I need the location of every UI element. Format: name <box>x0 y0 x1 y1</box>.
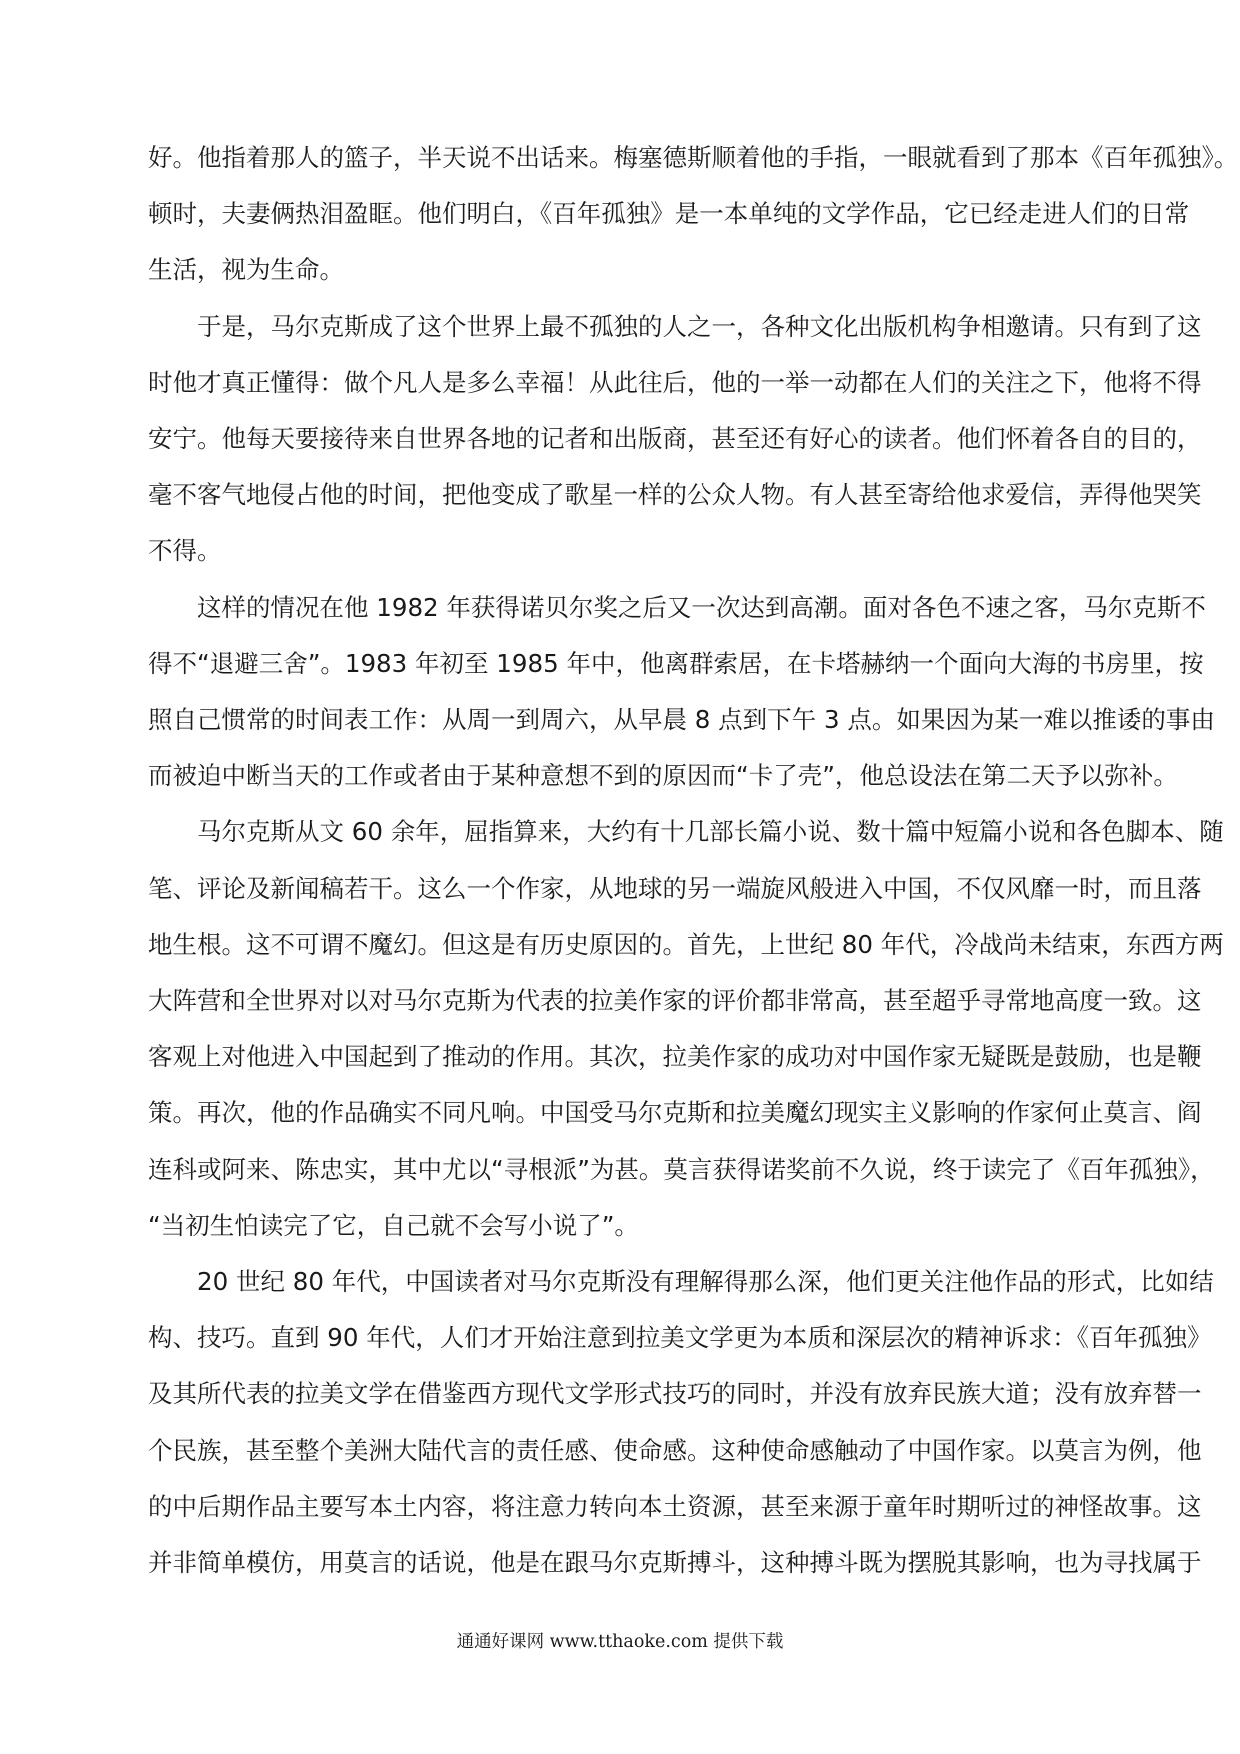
text-line: 策。再次，他的作品确实不同凡响。中国受马尔克斯和拉美魔幻现实主义影响的作家何止莫言、阎 <box>148 1098 1202 1128</box>
body-text <box>148 130 1239 1591</box>
text-line: 生活，视为生命。 <box>148 255 344 285</box>
text-line: 得不“退避三舍”。1983 年初至 1985 年中，他离群索居，在卡塔赫纳一个面向大海的书房里，按 <box>148 648 1204 678</box>
text-line: 及其所代表的拉美文学在借鉴西方现代文学形式技巧的同时，并没有放弃民族大道；没有放弃替一 <box>148 1379 1202 1409</box>
text-line: 安宁。他每天要接待来自世界各地的记者和出版商，甚至还有好心的读者。他们怀着各自的目的， <box>148 424 1202 454</box>
text-line: 好。他指着那人的篮子，半天说不出话来。梅塞德斯顺着他的手指，一眼就看到了那本《百年孤独》。 <box>148 143 1239 172</box>
text-line: 笔、评论及新闻稿若干。这么一个作家，从地球的另一端旋风般进入中国，不仅风靡一时，而且落 <box>148 873 1202 903</box>
text-line: 这样的情况在他 1982 年获得诺贝尔奖之后又一次达到高潮。面对各色不速之客，马尔克斯不 <box>197 592 1206 622</box>
text-line: 并非简单模仿，用莫言的话说，他是在跟马尔克斯搏斗，这种搏斗既为摆脱其影响，也为寻找属于 <box>148 1548 1202 1578</box>
text-line: 个民族，甚至整个美洲大陆代言的责任感、使命感。这种使命感触动了中国作家。以莫言为例，他 <box>148 1435 1202 1465</box>
text-line: 顿时，夫妻俩热泪盈眶。他们明白，《百年孤独》是一本单纯的文学作品，它已经走进人们的日常 <box>148 199 1190 229</box>
text-line: 大阵营和全世界对以对马尔克斯为代表的拉美作家的评价都非常高，甚至超乎寻常地高度一致。这 <box>148 986 1202 1016</box>
text-line: 毫不客气地侵占他的时间，把他变成了歌星一样的公众人物。有人甚至寄给他求爱信，弄得他哭笑 <box>148 480 1202 510</box>
page-footer: 通通好课网 www.tthaoke.com 提供下载 <box>456 1632 784 1652</box>
text-line: 构、技巧。直到 90 年代，人们才开始注意到拉美文学更为本质和深层次的精神诉求：《百年孤独》 <box>148 1323 1212 1353</box>
text-line: 地生根。这不可谓不魔幻。但这是有历史原因的。首先，上世纪 80 年代，冷战尚未结束，东西方两 <box>148 929 1224 959</box>
text-line: 客观上对他进入中国起到了推动的作用。其次，拉美作家的成功对中国作家无疑既是鼓励，也是鞭 <box>148 1042 1202 1072</box>
text-line: 于是，马尔克斯成了这个世界上最不孤独的人之一，各种文化出版机构争相邀请。只有到了这 <box>197 311 1202 341</box>
text-line: 而被迫中断当天的工作或者由于某种意想不到的原因而“卡了壳”，他总设法在第二天予以弥补。 <box>148 761 1178 791</box>
text-line: 照自己惯常的时间表工作：从周一到周六，从早晨 8 点到下午 3 点。如果因为某一难以推诿的事由 <box>148 705 1215 735</box>
text-line: 马尔克斯从文 60 余年，屈指算来，大约有十几部长篇小说、数十篇中短篇小说和各色脚本、随 <box>197 817 1224 847</box>
text-line: 不得。 <box>148 536 222 566</box>
text-line: 20 世纪 80 年代，中国读者对马尔克斯没有理解得那么深，他们更关注他作品的形式，比如结 <box>197 1267 1214 1297</box>
text-line: 时他才真正懂得：做个凡人是多么幸福！从此往后，他的一举一动都在人们的关注之下，他将不得 <box>148 367 1202 397</box>
text-line: “当初生怕读完了它，自己就不会写小说了”。 <box>148 1210 639 1240</box>
text-line: 的中后期作品主要写本土内容，将注意力转向本土资源，甚至来源于童年时期听过的神怪故事。这 <box>148 1491 1202 1521</box>
text-line: 连科或阿来、陈忠实，其中尤以“寻根派”为甚。莫言获得诺奖前不久说，终于读完了《百年孤独》， <box>148 1154 1215 1184</box>
